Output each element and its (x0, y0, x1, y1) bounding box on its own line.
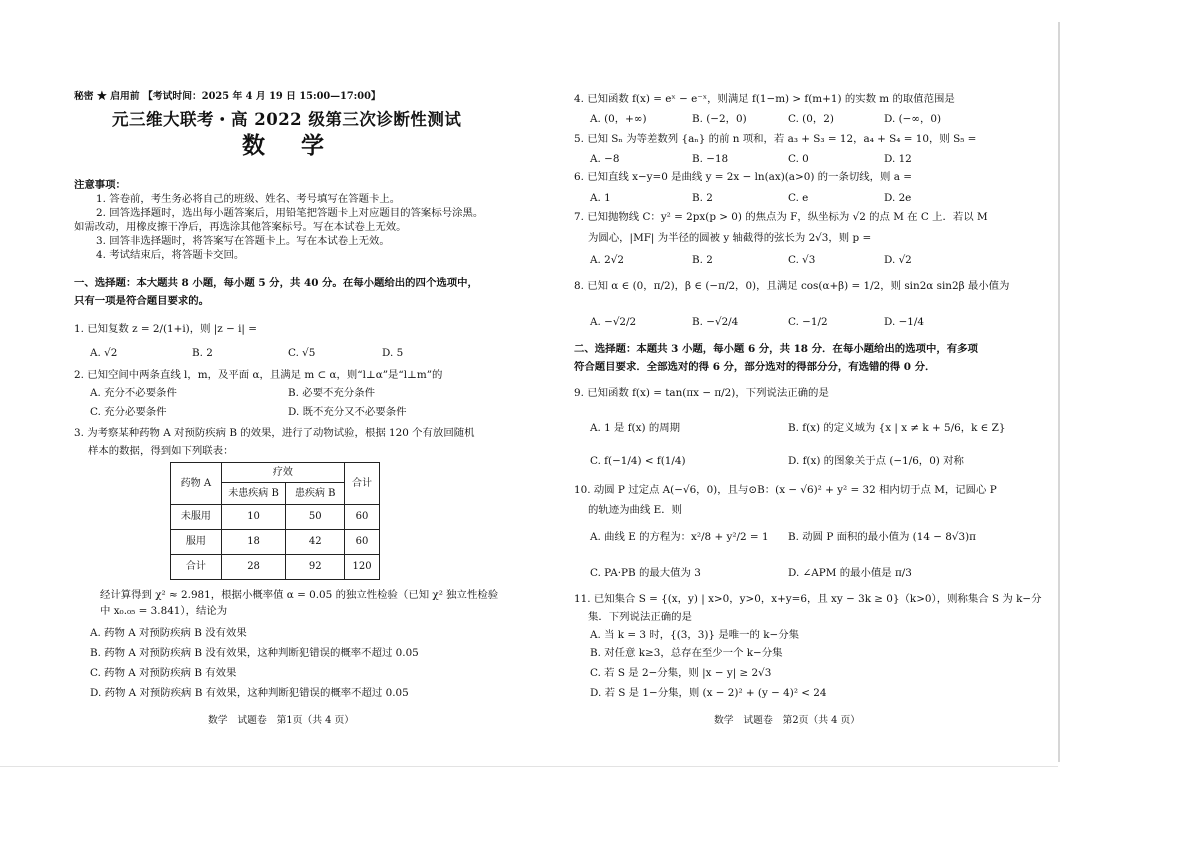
q10-option-c: C. PA·PB 的最大值为 3 (590, 567, 701, 579)
q8-option-d: D. −1/4 (884, 316, 924, 328)
table-row (171, 555, 380, 580)
q9-stem: 9. 已知函数 f(x) = tan(πx − π/2)，下列说法正确的是 (574, 387, 829, 399)
q5-option-d: D. 12 (884, 153, 912, 165)
q10-option-a: A. 曲线 E 的方程为：x²/8 + y²/2 = 1 (590, 531, 769, 543)
scan-bottom-edge (0, 766, 1058, 767)
q4-option-c: C. (0，2) (788, 113, 834, 125)
q6-option-b: B. 2 (692, 192, 713, 204)
sheet-edge (1058, 22, 1060, 762)
section-2-heading: 二、选择题：本题共 3 小题，每小题 6 分，共 18 分．在每小题给出的选项中，有多项 (574, 343, 978, 355)
q9-option-c: C. f(−1/4) < f(1/4) (590, 455, 686, 467)
q4-option-d: D. (−∞，0) (884, 113, 942, 125)
page-footer-1: 数学 试题卷 第1页（共 4 页） (208, 715, 355, 726)
q1-option-c: C. √5 (288, 347, 316, 359)
q1-stem: 1. 已知复数 z = 2/(1+i)，则 |z − i| = (74, 323, 257, 335)
q4-option-a: A. (0，+∞) (590, 113, 647, 125)
note-item: 如需改动，用橡皮擦干净后，再选涂其他答案标号。写在本试卷上无效。 (74, 221, 407, 233)
q3-result: 经计算得到 χ² ≈ 2.981，根据小概率值 α = 0.05 的独立性检验（已知 χ² 独立性检验 (100, 589, 499, 601)
note-item: 3. 回答非选择题时，将答案写在答题卡上。写在本试卷上无效。 (96, 235, 390, 247)
q6-stem: 6. 已知直线 x−y=0 是曲线 y = 2x − ln(ax)(a>0) 的一条切线，则 a = (574, 171, 912, 183)
q8-option-b: B. −√2/4 (692, 316, 739, 328)
q5-option-a: A. −8 (590, 153, 620, 165)
table-header-effect: 疗效 (221, 463, 344, 483)
table-cell: 42 (286, 530, 345, 555)
q5-option-b: B. −18 (692, 153, 729, 165)
section-1-heading: 一、选择题：本大题共 8 小题，每小题 5 分，共 40 分。在每小题给出的四个选项中， (74, 277, 478, 289)
q4-stem: 4. 已知函数 f(x) = eˣ − e⁻ˣ，则满足 f(1−m) > f(m+1) 的实数 m 的取值范围是 (574, 93, 955, 105)
q5-option-c: C. 0 (788, 153, 809, 165)
table-cell: 28 (221, 555, 286, 580)
q1-option-b: B. 2 (192, 347, 213, 359)
section-1-heading-cont: 只有一项是符合题目要求的。 (74, 295, 210, 307)
q11-stem: 11. 已知集合 S = {(x，y) | x>0，y>0，x+y=6，且 xy − 3k ≥ 0}（k>0），则称集合 S 为 k−分 (574, 593, 1042, 605)
q11-option-a: A. 当 k = 3 时，{(3，3)} 是唯一的 k−分集 (590, 629, 799, 641)
note-item: 4. 考试结束后，将答题卡交回。 (96, 249, 245, 261)
q9-option-d: D. f(x) 的图象关于点 (−1/6，0) 对称 (788, 455, 964, 467)
notes-heading: 注意事项： (74, 179, 126, 191)
table-cell: 未服用 (171, 505, 222, 530)
table-cell: 合计 (171, 555, 222, 580)
exam-secret-line: 秘密 ★ 启用前 【考试时间：2025 年 4 月 19 日 15:00—17:00】 (74, 91, 381, 102)
table-row (171, 530, 380, 555)
table-cell: 120 (345, 555, 380, 580)
table-cell: 50 (286, 505, 345, 530)
q11-option-d: D. 若 S 是 1−分集，则 (x − 2)² + (y − 4)² < 24 (590, 687, 827, 699)
q3-result-cont: 中 x₀.₀₅ = 3.841），结论为 (100, 605, 228, 617)
q4-option-b: B. (−2，0) (692, 113, 747, 125)
table-row (171, 505, 380, 530)
q3-option-b: B. 药物 A 对预防疾病 B 没有效果，这种判断犯错误的概率不超过 0.05 (90, 647, 419, 659)
q2-option-b: B. 必要不充分条件 (288, 387, 375, 399)
q11-option-b: B. 对任意 k≥3，总存在至少一个 k−分集 (590, 647, 783, 659)
table-header-total: 合计 (345, 463, 380, 505)
table-cell: 18 (221, 530, 286, 555)
contingency-table (170, 462, 380, 580)
q6-option-c: C. e (788, 192, 809, 204)
q8-option-a: A. −√2/2 (590, 316, 637, 328)
q11-stem-cont: 集．下列说法正确的是 (588, 611, 692, 623)
q6-option-a: A. 1 (590, 192, 611, 204)
q1-option-d: D. 5 (382, 347, 404, 359)
q10-stem-cont: 的轨迹为曲线 E．则 (588, 504, 683, 516)
q7-option-a: A. 2√2 (590, 254, 624, 266)
q10-stem: 10. 动圆 P 过定点 A(−√6，0)，且与⊙B：(x − √6)² + y² = 32 相内切于点 M，记圆心 P (574, 484, 997, 496)
exam-title: 元三维大联考・高 2022 级第三次诊断性测试 (112, 110, 462, 129)
table-header-no-disease: 未患疾病 B (221, 483, 286, 505)
note-item: 1. 答卷前，考生务必将自己的班级、姓名、考号填写在答题卡上。 (96, 193, 401, 205)
q7-option-c: C. √3 (788, 254, 816, 266)
table-header-drug: 药物 A (171, 463, 222, 505)
q1-option-a: A. √2 (90, 347, 118, 359)
table-cell: 60 (345, 530, 380, 555)
q7-stem: 7. 已知抛物线 C：y² = 2px(p > 0) 的焦点为 F，纵坐标为 √2 的点 M 在 C 上．若以 M (574, 211, 988, 223)
subject-title: 数 学 (242, 132, 339, 159)
note-item: 2. 回答选择题时，选出每小题答案后，用铅笔把答题卡上对应题目的答案标号涂黑。 (96, 207, 484, 219)
q3-option-c: C. 药物 A 对预防疾病 B 有效果 (90, 667, 237, 679)
q2-option-d: D. 既不充分又不必要条件 (288, 406, 407, 418)
q5-stem: 5. 已知 Sₙ 为等差数列 {aₙ} 的前 n 项和，若 a₃ + S₃ = 12，a₄ + S₄ = 10，则 S₅ = (574, 133, 977, 145)
q9-option-a: A. 1 是 f(x) 的周期 (590, 422, 681, 434)
q2-option-a: A. 充分不必要条件 (90, 387, 177, 399)
q7-stem-cont: 为圆心，|MF| 为半径的圆被 y 轴截得的弦长为 2√3，则 p = (588, 232, 872, 244)
q11-option-c: C. 若 S 是 2−分集，则 |x − y| ≥ 2√3 (590, 667, 772, 679)
section-2-heading-cont: 符合题目要求．全部选对的得 6 分，部分选对的得部分分，有选错的得 0 分． (574, 361, 936, 373)
q2-stem: 2. 已知空间中两条直线 l，m，及平面 α，且满足 m ⊂ α，则“l⊥α”是“l⊥m”的 (74, 369, 443, 381)
q3-stem: 3. 为考察某种药物 A 对预防疾病 B 的效果，进行了动物试验，根据 120 个有放回随机 (74, 427, 475, 439)
table-header-disease: 患疾病 B (286, 483, 345, 505)
q8-stem: 8. 已知 α ∈ (0，π/2)，β ∈ (−π/2，0)，且满足 cos(α+β) = 1/2，则 sin2α sin2β 最小值为 (574, 280, 1010, 292)
table-cell: 60 (345, 505, 380, 530)
table-cell: 10 (221, 505, 286, 530)
q10-option-b: B. 动圆 P 面积的最小值为 (14 − 8√3)π (788, 531, 976, 543)
q2-option-c: C. 充分必要条件 (90, 406, 167, 418)
table-cell: 92 (286, 555, 345, 580)
q7-option-d: D. √2 (884, 254, 912, 266)
q8-option-c: C. −1/2 (788, 316, 828, 328)
table-cell: 服用 (171, 530, 222, 555)
q6-option-d: D. 2e (884, 192, 912, 204)
q3-option-d: D. 药物 A 对预防疾病 B 有效果，这种判断犯错误的概率不超过 0.05 (90, 687, 409, 699)
q7-option-b: B. 2 (692, 254, 713, 266)
q9-option-b: B. f(x) 的定义域为 {x | x ≠ k + 5/6，k ∈ Z} (788, 422, 1006, 434)
page-footer-2: 数学 试题卷 第2页（共 4 页） (714, 715, 861, 726)
q3-stem-cont: 样本的数据，得到如下列联表： (88, 445, 234, 457)
q3-option-a: A. 药物 A 对预防疾病 B 没有效果 (90, 627, 247, 639)
q10-option-d: D. ∠APM 的最小值是 π/3 (788, 567, 912, 579)
